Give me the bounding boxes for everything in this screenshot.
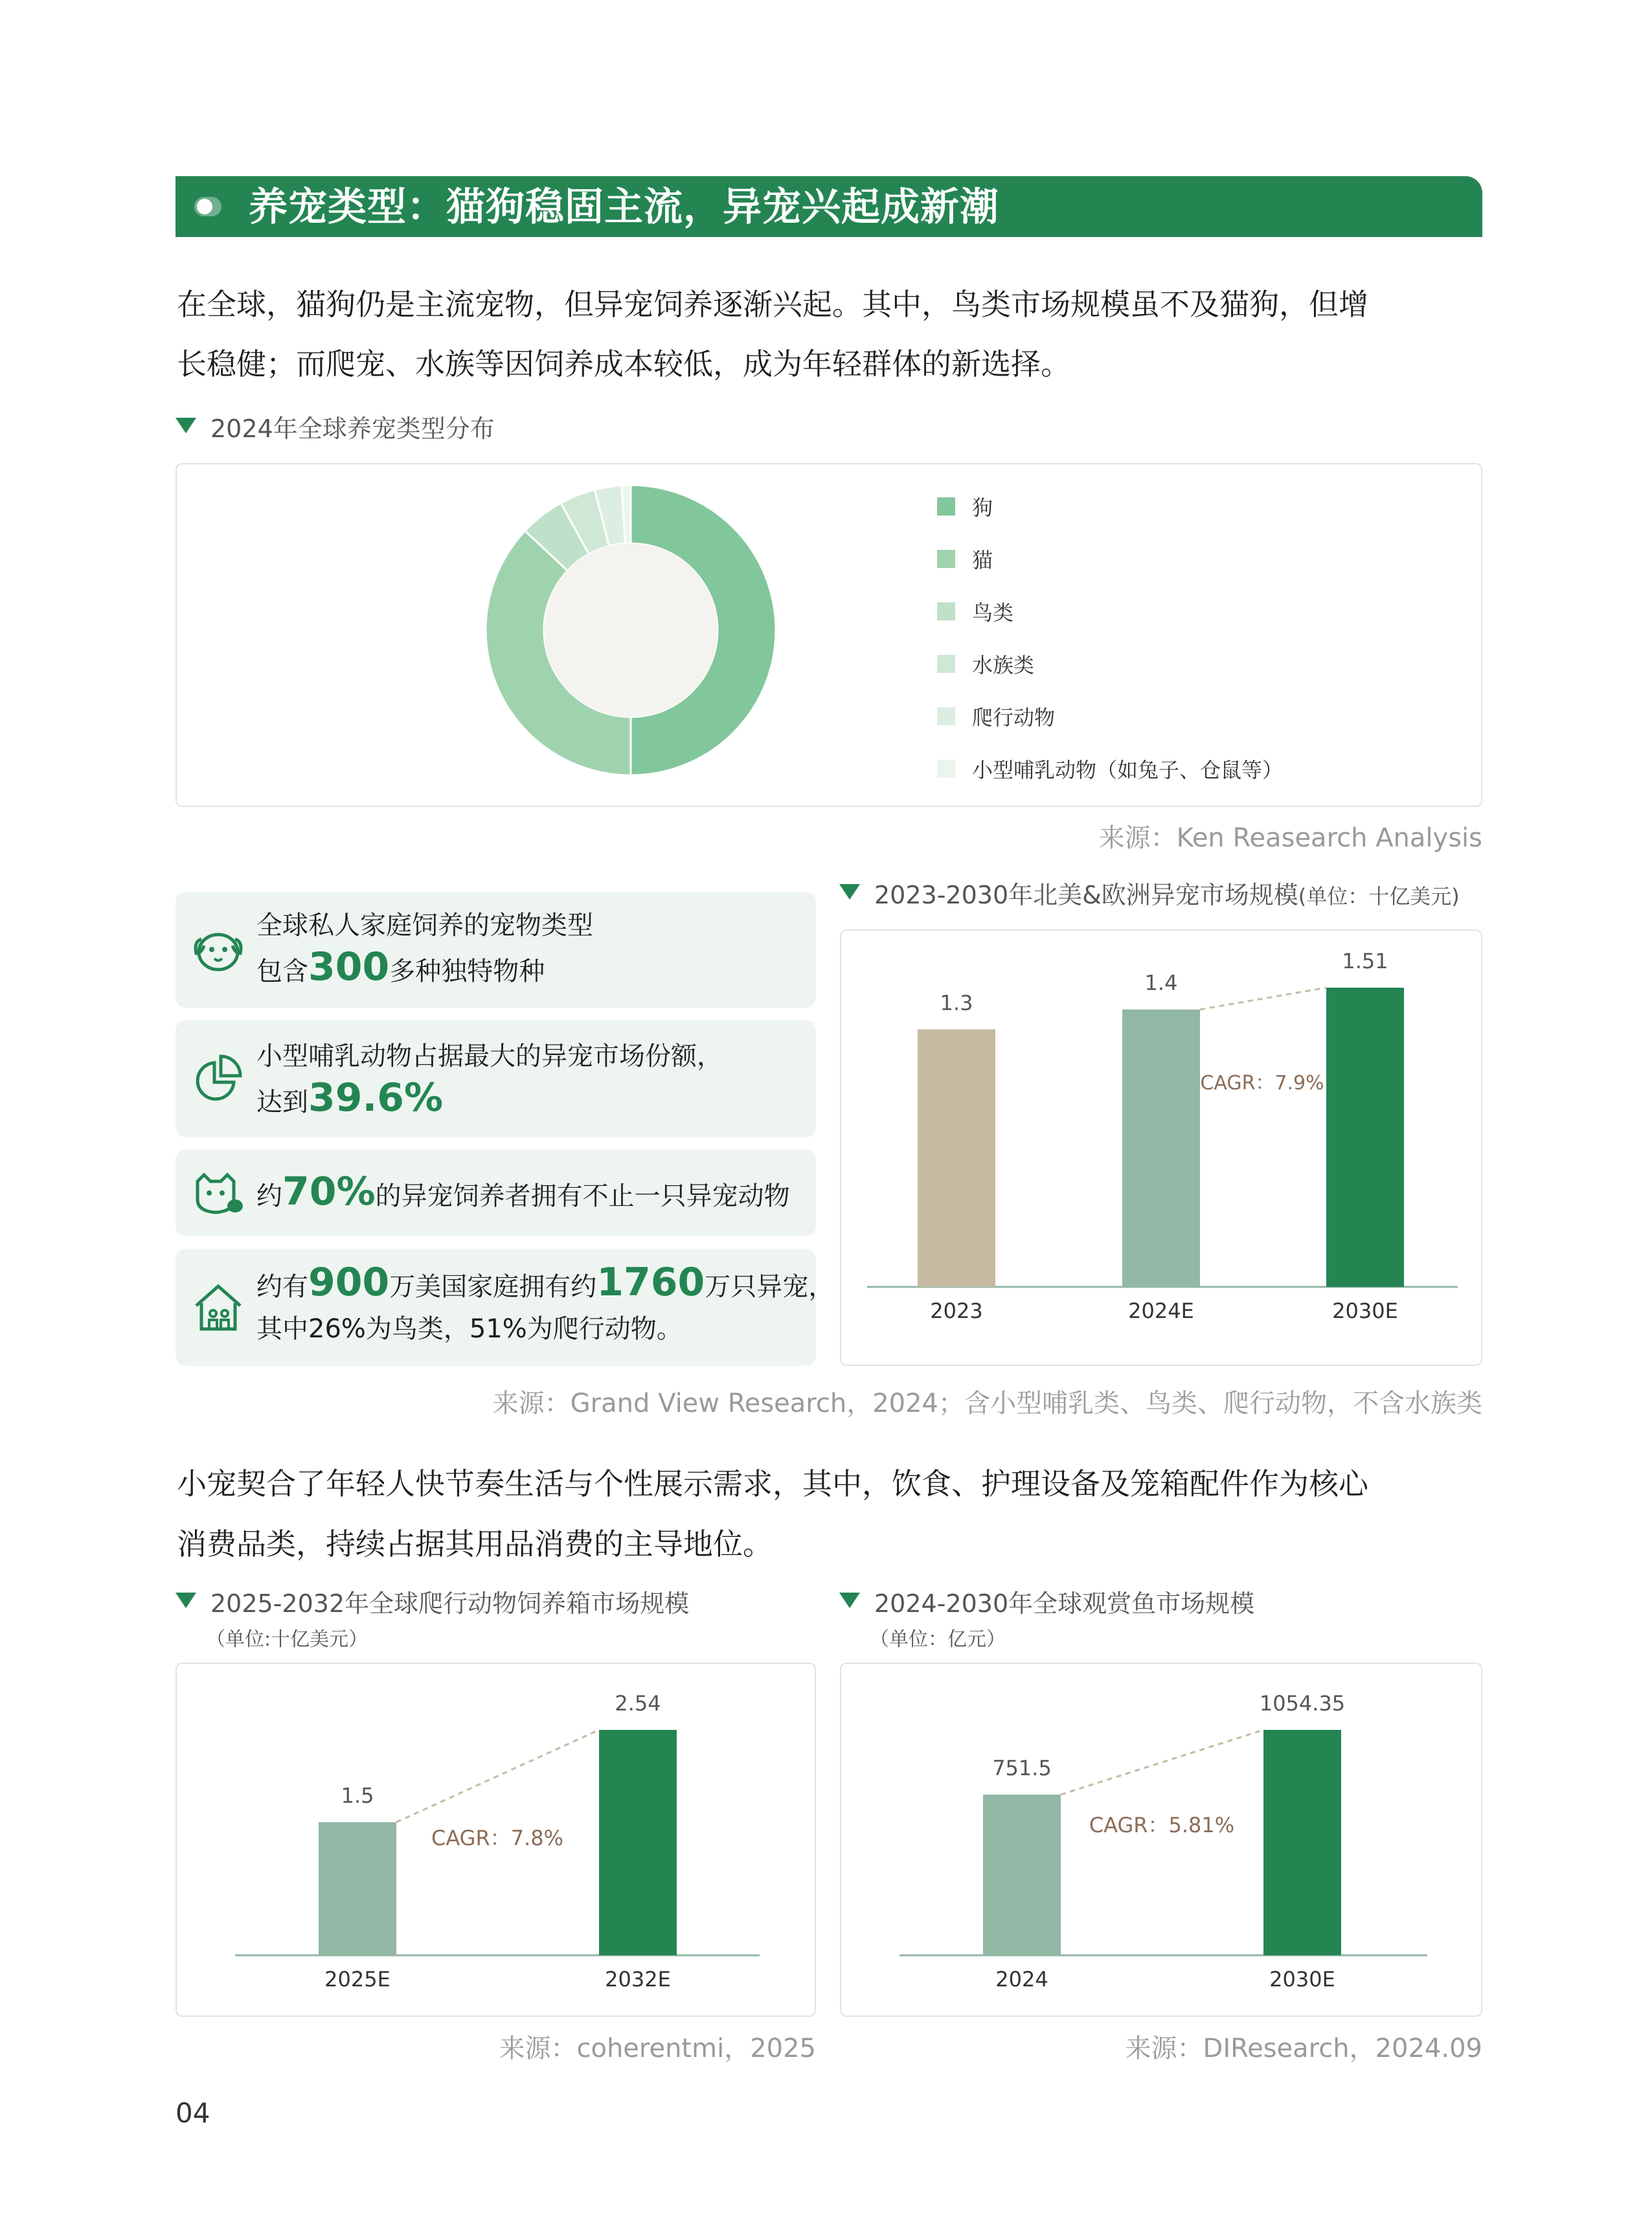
reptile-chart-unit: （单位:十亿美元） [206, 1628, 368, 1651]
legend-item [937, 546, 993, 572]
bar-2024E [1122, 1010, 1200, 1287]
fact-text: 约有 [256, 1272, 308, 1302]
market-na-eu-bar-chart [841, 931, 1484, 1367]
category-label: 2032E [605, 1967, 671, 1992]
fact-highlight: 1760 [596, 1260, 705, 1305]
value-label: 1.5 [341, 1783, 374, 1808]
pie-chart-title [175, 413, 495, 445]
fact-text: 的异宠饲养者拥有不止一只异宠动物 [375, 1181, 790, 1211]
fact-card-species-line1: 全球私人家庭饲养的宠物类型 [256, 911, 593, 940]
fact-text: 约 [256, 1181, 282, 1211]
fact-card-species [175, 892, 816, 1008]
triangle-bullet-icon [839, 1593, 860, 1608]
home-pets-icon [188, 1277, 248, 1337]
fact-highlight: 70% [282, 1169, 376, 1214]
value-label: 1054.35 [1259, 1691, 1346, 1716]
bar-2030E [1263, 1730, 1341, 1955]
legend-item [937, 703, 1055, 729]
legend-swatch [937, 497, 955, 516]
fact-card-us-households-line2: 其中26%为鸟类，51%为爬行动物。 [256, 1314, 683, 1344]
cagr-trend-line [1200, 988, 1326, 1010]
dog-face-icon [188, 920, 248, 979]
triangle-bullet-icon [175, 418, 196, 433]
fact-card-small-mammals-line2 [256, 1077, 443, 1123]
donut-chart [177, 464, 1484, 808]
fact-card-species-line2 [256, 946, 545, 992]
legend-label: 狗 [972, 495, 993, 520]
fish-bar-chart [841, 1664, 1484, 2018]
intro-line-2: 长稳健；而爬宠、水族等因饲养成本较低，成为年轻群体的新选择。 [177, 346, 1070, 381]
pie-chart-icon [188, 1049, 248, 1108]
market-na-eu-unit: (单位：十亿美元) [1298, 884, 1460, 909]
legend-item [937, 651, 1034, 677]
cagr-label: CAGR：7.9% [1200, 1072, 1324, 1095]
legend-swatch [937, 707, 955, 725]
fish-source: 来源：DIResearch，2024.09 [1125, 2034, 1482, 2063]
value-label: 1.4 [1144, 970, 1178, 995]
category-label: 2025E [324, 1967, 390, 1992]
legend-label: 爬行动物 [972, 705, 1056, 730]
fact-card-small-mammals [175, 1020, 816, 1137]
fact-card-multi-pets [175, 1150, 816, 1236]
value-label: 1.51 [1342, 949, 1388, 973]
fish-chart-title-text: 2024-2030年全球观赏鱼市场规模 [874, 1589, 1255, 1618]
legend-item [937, 756, 1283, 782]
legend-label: 鸟类 [972, 600, 1014, 625]
pets-icon [188, 1163, 248, 1223]
pie-source: 来源：Ken Reasearch Analysis [1098, 823, 1482, 853]
fish-chart-panel [840, 1663, 1482, 2017]
intro-line-1: 在全球，猫狗仍是主流宠物，但异宠饲养逐渐兴起。其中，鸟类市场规模虽不及猫狗，但增 [177, 287, 1368, 322]
reptile-chart-panel [175, 1663, 816, 2017]
legend-swatch [937, 655, 955, 673]
fact-text: 达到 [256, 1087, 308, 1117]
cagr-label: CAGR：5.81% [1089, 1813, 1235, 1837]
category-label: 2024 [995, 1967, 1048, 1992]
bar-2032E [599, 1730, 677, 1955]
market-na-eu-panel [840, 929, 1482, 1366]
bar-2024 [983, 1795, 1061, 1955]
reptile-chart-title [175, 1587, 689, 1620]
mid-text-line-2: 消费品类，持续占据其用品消费的主导地位。 [177, 1527, 773, 1562]
reptile-bar-chart [177, 1664, 817, 2018]
pie-chart-title-text: 2024年全球养宠类型分布 [210, 415, 495, 443]
section-title: 养宠类型：猫狗稳固主流，异宠兴起成新潮 [249, 185, 999, 230]
fact-card-multi-pets-line1 [256, 1171, 790, 1217]
reptile-chart-title-text: 2025-2032年全球爬行动物饲养箱市场规模 [210, 1589, 690, 1618]
legend-item [937, 494, 993, 519]
legend-label: 水族类 [972, 653, 1035, 677]
category-label: 2023 [930, 1299, 983, 1323]
fact-card-small-mammals-line1: 小型哺乳动物占据最大的异宠市场份额， [256, 1041, 723, 1071]
value-label: 751.5 [992, 1755, 1052, 1780]
value-label: 2.54 [615, 1691, 661, 1716]
fact-text: 多种独特物种 [389, 957, 545, 986]
value-label: 1.3 [940, 990, 973, 1016]
cagr-trend-line [396, 1730, 599, 1822]
reptile-source: 来源：coherentmi，2025 [499, 2034, 816, 2063]
legend-item [937, 598, 1013, 624]
fact-text: 万美国家庭拥有约 [389, 1272, 597, 1302]
pie-chart-panel [175, 463, 1482, 807]
fact-highlight: 900 [308, 1260, 390, 1305]
fish-chart-title [839, 1587, 1254, 1620]
category-label: 2030E [1269, 1967, 1335, 1992]
fact-text: 包含 [256, 957, 308, 986]
fact-card-us-households [175, 1249, 835, 1366]
market-na-eu-title [839, 879, 1460, 913]
bar-2025E [319, 1822, 396, 1955]
fact-highlight: 300 [308, 944, 390, 990]
category-label: 2030E [1332, 1299, 1398, 1323]
market-na-eu-title-text: 2023-2030年北美&欧洲异宠市场规模 [874, 881, 1298, 909]
legend-swatch [937, 602, 955, 620]
fact-highlight: 39.6% [308, 1075, 444, 1120]
fish-chart-unit: （单位：亿元） [870, 1628, 1006, 1651]
bar-2023 [918, 1029, 995, 1287]
category-label: 2024E [1128, 1299, 1194, 1323]
bar-2030E [1326, 988, 1404, 1287]
triangle-bullet-icon [839, 884, 860, 900]
page-number: 04 [175, 2097, 210, 2129]
legend-swatch [937, 550, 955, 568]
mid-text-line-1: 小宠契合了年轻人快节奏生活与个性展示需求，其中，饮食、护理设备及笼箱配件作为核心 [177, 1466, 1368, 1501]
triangle-bullet-icon [175, 1593, 196, 1608]
donut-hole [544, 543, 718, 717]
cagr-trend-line [1061, 1730, 1263, 1795]
legend-swatch [937, 760, 955, 778]
fact-text: 万只异宠， [705, 1272, 835, 1302]
legend-label: 小型哺乳动物（如兔子、仓鼠等） [972, 758, 1284, 782]
fact-card-us-households-line1 [256, 1262, 834, 1308]
legend-label: 猫 [972, 548, 993, 573]
toggle-dot-icon [197, 199, 212, 214]
market-na-eu-source: 来源：Grand View Research，2024；含小型哺乳类、鸟类、爬行动物，不含水族类 [492, 1389, 1482, 1418]
cagr-label: CAGR：7.8% [431, 1826, 564, 1850]
